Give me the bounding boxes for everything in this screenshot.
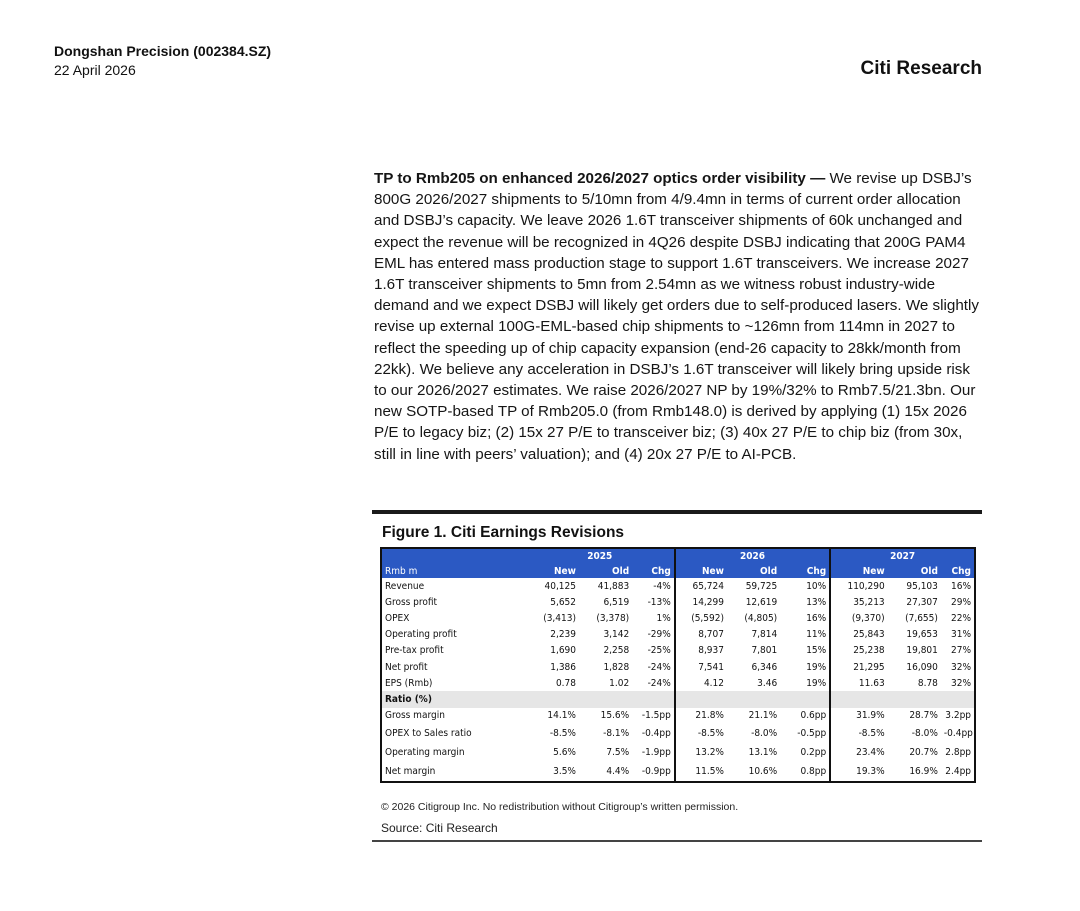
table-cell: 19,801 <box>906 645 938 657</box>
report-date: 22 April 2026 <box>54 62 136 78</box>
row-label: Revenue <box>385 580 425 592</box>
table-cell: 31.9% <box>830 708 887 724</box>
ratio-header-cell <box>888 691 941 707</box>
table-cell: 15.6% <box>600 710 630 722</box>
table-cell: 25,238 <box>830 643 887 659</box>
table-cell: 12,619 <box>745 596 778 608</box>
table-cell: -8.0% <box>911 727 938 739</box>
table-cell: 8,707 <box>675 627 727 643</box>
table-cell: 16,090 <box>906 661 938 673</box>
year-2027: 2027 <box>830 548 975 564</box>
col-old: Old <box>579 564 632 578</box>
table-cell: 3.5% <box>553 765 576 777</box>
figure-bottom-rule <box>372 840 982 842</box>
table-cell: 110,290 <box>830 578 887 594</box>
year-2026: 2026 <box>675 548 830 564</box>
table-cell: (4,805) <box>744 612 778 624</box>
ratio-header-cell <box>632 691 675 707</box>
table-cell: 21.8% <box>675 708 727 724</box>
row-label: Net profit <box>385 661 428 673</box>
table-cell: 11% <box>806 629 827 641</box>
table-row <box>381 627 975 643</box>
table-cell: 14,299 <box>675 594 727 610</box>
row-label: EPS (Rmb) <box>385 677 433 689</box>
table-cell: 1,828 <box>603 661 630 673</box>
table-cell: 1,386 <box>550 661 576 673</box>
table-row <box>381 610 975 626</box>
table-row <box>381 724 975 743</box>
figure-top-rule <box>372 510 982 514</box>
table-row <box>381 708 975 724</box>
table-cell: 21.1% <box>748 710 778 722</box>
table-cell: 2,258 <box>603 645 630 657</box>
table-cell: 10.6% <box>748 765 778 777</box>
table-cell: -29% <box>647 629 671 641</box>
brand-name: Citi Research <box>860 58 982 79</box>
table-cell: 11.5% <box>675 762 727 782</box>
ratio-header-row <box>381 691 975 707</box>
company-name: Dongshan Precision (002384.SZ) <box>54 43 272 59</box>
table-row <box>381 594 975 610</box>
table-cell: 2,239 <box>550 629 576 641</box>
table-row <box>381 659 975 675</box>
table-cell: 1.02 <box>609 677 630 689</box>
table-cell: 8,937 <box>675 643 727 659</box>
table-cell: -1.9pp <box>641 746 671 758</box>
table-cell: -13% <box>647 596 671 608</box>
table-row <box>381 743 975 762</box>
table-cell: 2.4pp <box>945 765 971 777</box>
table-cell: -8.0% <box>751 727 778 739</box>
table-cell: 27,307 <box>906 596 938 608</box>
table-cell: (9,370) <box>830 610 887 626</box>
row-label: OPEX to Sales ratio <box>385 727 472 739</box>
table-cell: 3.46 <box>757 677 778 689</box>
col-old: Old <box>888 564 941 578</box>
col-new: New <box>675 564 727 578</box>
table-cell: 1,690 <box>550 645 576 657</box>
table-cell: -8.5% <box>549 727 576 739</box>
table-cell: 35,213 <box>830 594 887 610</box>
row-label: Gross margin <box>385 710 445 722</box>
table-cell: 6,519 <box>603 596 630 608</box>
table-cell: -8.5% <box>675 724 727 743</box>
col-chg: Chg <box>780 564 830 578</box>
year-header-row <box>381 548 975 564</box>
table-row <box>381 643 975 659</box>
table-cell: 11.63 <box>830 675 887 691</box>
table-cell: 29% <box>951 596 971 608</box>
year-header-blank <box>381 548 526 564</box>
col-chg: Chg <box>632 564 675 578</box>
table-cell: 3,142 <box>603 629 630 641</box>
table-cell: 19% <box>806 677 827 689</box>
table-cell: 13% <box>806 596 827 608</box>
summary-text: We revise up DSBJ’s 800G 2026/2027 shipments to 5/10mn from 4/9.4mn in terms of current order allocation and DSBJ’s capacity. We leave 2026 1.6T transceiver shipments of 60k unchanged and expect the revenue will be recognized in 4Q26 despite DSBJ indicating that 200G PAM4 EML has entered mass production stage to support 1.6T transceivers. We increase 2027 1.6T transceiver shipments to 5mn from 2.54mn as we witness robust industry-wide demand and we expect DSBJ will likely get orders due to self-produced lasers. We slightly revise up external 100G-EML-based chip shipments to ~126mn from 114mn in 2027 to reflect the speeding up of chip capacity expansion (end-26 capacity to 28kk/month from 22kk). We believe any acceleration in DSBJ’s 1.6T transceiver will likely bring upside risk to our 2026/2027 estimates. We raise 2026/2027 NP by 19%/32% to Rmb7.5/21.3bn. Our new SOTP-based TP of Rmb205.0 (from Rmb148.0) is derived by applying (1) 15x 2026 P/E to legacy biz; (2) 15x 27 P/E to transceiver biz; (3) 40x 27 P/E to chip biz (from 30x, still in line with peers’ valuation); and (4) 20x 27 P/E to AI-PCB. <box>374 170 979 463</box>
table-cell: 20.7% <box>909 746 938 758</box>
table-row <box>381 578 975 594</box>
col-new: New <box>526 564 579 578</box>
ratio-header-cell <box>727 691 780 707</box>
summary-lead: TP to Rmb205 on enhanced 2026/2027 optics order visibility — <box>374 170 826 187</box>
table-cell: 3.2pp <box>945 710 971 722</box>
table-cell: 31% <box>951 629 971 641</box>
ratio-header-label: Ratio (%) <box>381 691 526 707</box>
table-cell: -4% <box>653 580 671 592</box>
earnings-revisions-table <box>380 547 976 783</box>
table-cell: 32% <box>951 661 971 673</box>
table-cell: -0.5pp <box>797 727 827 739</box>
table-cell: -8.1% <box>603 727 630 739</box>
table-cell: 0.6pp <box>800 710 827 722</box>
table-cell: 19% <box>806 661 827 673</box>
table-cell: 7,541 <box>675 659 727 675</box>
table-cell: (5,592) <box>675 610 727 626</box>
table-cell: 1% <box>656 612 671 624</box>
table-cell: -25% <box>647 645 671 657</box>
table-row <box>381 762 975 782</box>
table-cell: 7,801 <box>751 645 778 657</box>
table-cell: 13.1% <box>748 746 778 758</box>
ratio-header-cell <box>830 691 887 707</box>
table-cell: -0.9pp <box>641 765 671 777</box>
row-label: Operating margin <box>385 746 465 758</box>
table-cell: 95,103 <box>906 580 938 592</box>
table-cell: 16.9% <box>909 765 938 777</box>
copyright-note: © 2026 Citigroup Inc. No redistribution without Citigroup’s written permission. <box>381 801 739 813</box>
col-old: Old <box>727 564 780 578</box>
table-cell: 0.2pp <box>800 746 827 758</box>
table-cell: 59,725 <box>745 580 778 592</box>
table-cell: 0.78 <box>555 677 576 689</box>
table-cell: 10% <box>806 580 827 592</box>
ratio-header-cell <box>780 691 830 707</box>
table-cell: 5,652 <box>550 596 576 608</box>
table-cell: -0.4pp <box>641 727 671 739</box>
table-cell: 32% <box>951 677 971 689</box>
row-label: Gross profit <box>385 596 438 608</box>
row-label: Net margin <box>385 765 436 777</box>
ratio-header-cell <box>941 691 975 707</box>
table-row <box>381 675 975 691</box>
table-cell: 21,295 <box>830 659 887 675</box>
table-cell: 13.2% <box>675 743 727 762</box>
table-cell: (7,655) <box>905 612 938 624</box>
ratio-header-cell <box>579 691 632 707</box>
table-cell: 15% <box>806 645 827 657</box>
table-cell: 19.3% <box>830 762 887 782</box>
table-cell: 65,724 <box>675 578 727 594</box>
table-cell: 4.12 <box>675 675 727 691</box>
figure-title: Figure 1. Citi Earnings Revisions <box>382 524 625 541</box>
table-cell: -0.4pp <box>943 727 973 739</box>
table-cell: 14.1% <box>547 710 576 722</box>
ratio-header-cell <box>526 691 579 707</box>
year-2025: 2025 <box>526 548 675 564</box>
col-new: New <box>830 564 887 578</box>
table-cell: 2.8pp <box>945 746 971 758</box>
table-cell: 27% <box>951 645 971 657</box>
row-label: Pre-tax profit <box>385 645 444 657</box>
table-cell: (3,378) <box>596 612 630 624</box>
table-cell: 16% <box>806 612 827 624</box>
column-header-row <box>381 564 975 578</box>
table-cell: 40,125 <box>544 580 576 592</box>
row-label: OPEX <box>385 612 410 624</box>
table-cell: 7.5% <box>606 746 630 758</box>
table-cell: 28.7% <box>909 710 938 722</box>
table-cell: -8.5% <box>830 724 887 743</box>
table-cell: 25,843 <box>830 627 887 643</box>
ratio-header-cell <box>675 691 727 707</box>
table-cell: 23.4% <box>830 743 887 762</box>
table-cell: 7,814 <box>751 629 778 641</box>
table-cell: -24% <box>647 677 671 689</box>
table-cell: 41,883 <box>597 580 630 592</box>
table-cell: 5.6% <box>553 746 576 758</box>
table-cell: 0.8pp <box>800 765 827 777</box>
table-cell: -1.5pp <box>641 710 671 722</box>
table-cell: 8.78 <box>917 677 938 689</box>
table-cell: (3,413) <box>543 612 576 624</box>
table-cell: 6,346 <box>751 661 778 673</box>
figure-source: Source: Citi Research <box>381 821 498 835</box>
row-label: Operating profit <box>385 629 457 641</box>
table-cell: 4.4% <box>606 765 630 777</box>
summary-paragraph <box>374 168 984 465</box>
table-cell: 19,653 <box>906 629 938 641</box>
unit-label: Rmb m <box>381 564 526 578</box>
col-chg: Chg <box>941 564 975 578</box>
table-cell: 16% <box>951 580 971 592</box>
table-cell: 22% <box>951 612 971 624</box>
table-cell: -24% <box>647 661 671 673</box>
